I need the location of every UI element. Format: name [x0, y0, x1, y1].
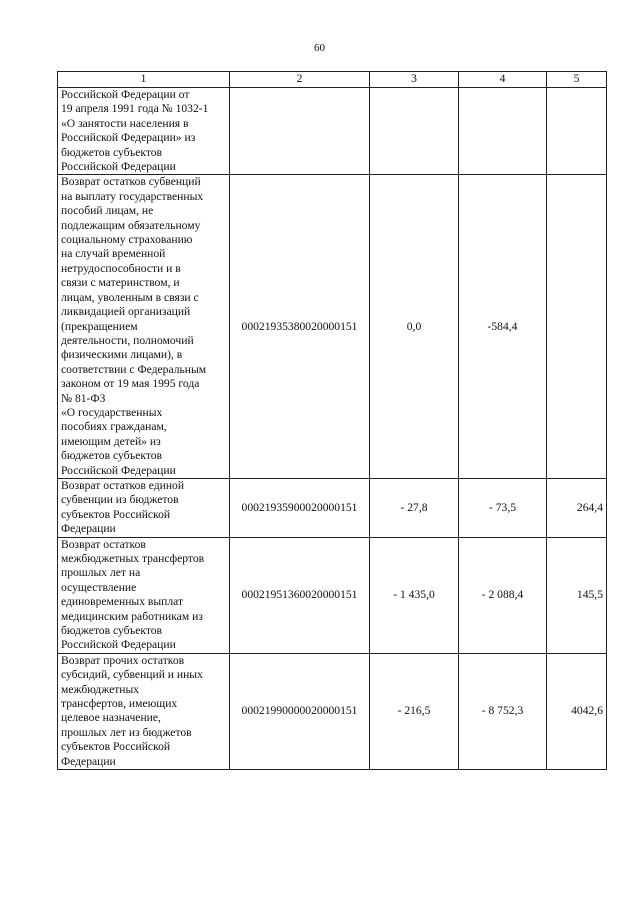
table-row: [58, 653, 607, 769]
table-row: [58, 88, 607, 175]
description-line: связи с материнством, и: [61, 276, 180, 290]
description-line: Российской Федерации: [61, 638, 176, 652]
description-line: субъектов Российской: [61, 507, 171, 521]
description-line: трансфертов, имеющих: [61, 697, 178, 711]
value-col3-cell: - 216,5: [370, 653, 459, 769]
description-line: Возврат прочих остатков: [61, 653, 185, 667]
value-col4-cell: [459, 88, 547, 175]
description-line: законом от 19 мая 1995 года: [61, 377, 200, 391]
row-description: [58, 88, 230, 175]
value-col4-cell: - 73,5: [459, 478, 547, 537]
description-line: пособиях гражданам,: [61, 420, 167, 434]
budget-code-cell: [230, 88, 370, 175]
page-number: 60: [314, 42, 325, 54]
description-line: Российской Федерации от: [61, 88, 190, 101]
description-line: Российской Федерации» из: [61, 131, 196, 145]
budget-code-cell: 00021935380020000151: [230, 175, 370, 479]
description-line: осуществление: [61, 580, 137, 594]
description-line: ликвидацией организаций: [61, 305, 191, 319]
description-line: субсидий, субвенций и иных: [61, 668, 203, 682]
description-line: «О государственных: [61, 405, 163, 419]
description-line: деятельности, полномочий: [61, 333, 194, 347]
value-col4-cell: - 8 752,3: [459, 653, 547, 769]
description-line: Российской Федерации: [61, 463, 176, 477]
description-line: единовременных выплат: [61, 595, 184, 609]
description-line: социальному страхованию: [61, 233, 193, 247]
description-line: (прекращением: [61, 319, 138, 333]
description-line: прошлых лет из бюджетов: [61, 725, 192, 739]
value-col5-cell: [547, 88, 607, 175]
value-col4-cell: - 2 088,4: [459, 537, 547, 653]
description-line: нетрудоспособности и в: [61, 261, 181, 275]
column-header: 2: [230, 72, 370, 88]
budget-code-cell: 00021935900020000151: [230, 478, 370, 537]
column-header: 4: [459, 72, 547, 88]
description-line: Возврат остатков: [61, 537, 146, 551]
value-col4-cell: -584,4: [459, 175, 547, 479]
description-line: межбюджетных: [61, 682, 140, 696]
description-line: медицинским работникам из: [61, 609, 203, 623]
budget-code-cell: 00021990000020000151: [230, 653, 370, 769]
value-col5-cell: 264,4: [547, 478, 607, 537]
description-line: № 81-ФЗ: [61, 391, 106, 405]
description-line: 19 апреля 1991 года № 1032-1: [61, 102, 209, 116]
value-col3-cell: - 27,8: [370, 478, 459, 537]
description-line: Федерации: [61, 522, 116, 536]
description-line: Российской Федерации: [61, 160, 176, 174]
row-description: [58, 175, 230, 479]
description-line: Федерации: [61, 754, 116, 768]
column-header: 5: [547, 72, 607, 88]
description-line: межбюджетных трансфертов: [61, 552, 205, 565]
description-line: бюджетов субъектов: [61, 624, 163, 638]
description-line: пособий лицам, не: [61, 204, 154, 218]
description-line: целевое назначение,: [61, 711, 161, 725]
description-line: бюджетов субъектов: [61, 449, 163, 463]
budget-code-cell: 00021951360020000151: [230, 537, 370, 653]
row-description: [58, 478, 230, 537]
value-col3-cell: - 1 435,0: [370, 537, 459, 653]
description-line: «О занятости населения в: [61, 116, 189, 130]
row-description: [58, 537, 230, 653]
table-row: [58, 537, 607, 653]
description-line: на выплату государственных: [61, 189, 204, 203]
description-line: бюджетов субъектов: [61, 145, 163, 159]
description-line: лицам, уволенным в связи с: [61, 290, 199, 304]
value-col3-cell: [370, 88, 459, 175]
description-line: субвенции из бюджетов: [61, 493, 179, 507]
description-line: физическими лицами), в: [61, 348, 183, 362]
description-line: субъектов Российской: [61, 740, 171, 754]
description-line: подлежащим обязательному: [61, 218, 201, 232]
description-line: Возврат остатков единой: [61, 478, 185, 492]
table-row: [58, 478, 607, 537]
column-header: 1: [58, 72, 230, 88]
budget-table: [57, 71, 607, 770]
value-col5-cell: 4042,6: [547, 653, 607, 769]
header-row: [58, 72, 607, 88]
table-row: [58, 175, 607, 479]
value-col5-cell: [547, 175, 607, 479]
value-col5-cell: 145,5: [547, 537, 607, 653]
description-line: Возврат остатков субвенций: [61, 175, 201, 189]
description-line: соответствии с Федеральным: [61, 362, 207, 376]
value-col3-cell: 0,0: [370, 175, 459, 479]
row-description: [58, 653, 230, 769]
column-header: 3: [370, 72, 459, 88]
description-line: прошлых лет на: [61, 566, 141, 580]
description-line: на случай временной: [61, 247, 166, 261]
description-line: имеющим детей» из: [61, 434, 161, 448]
